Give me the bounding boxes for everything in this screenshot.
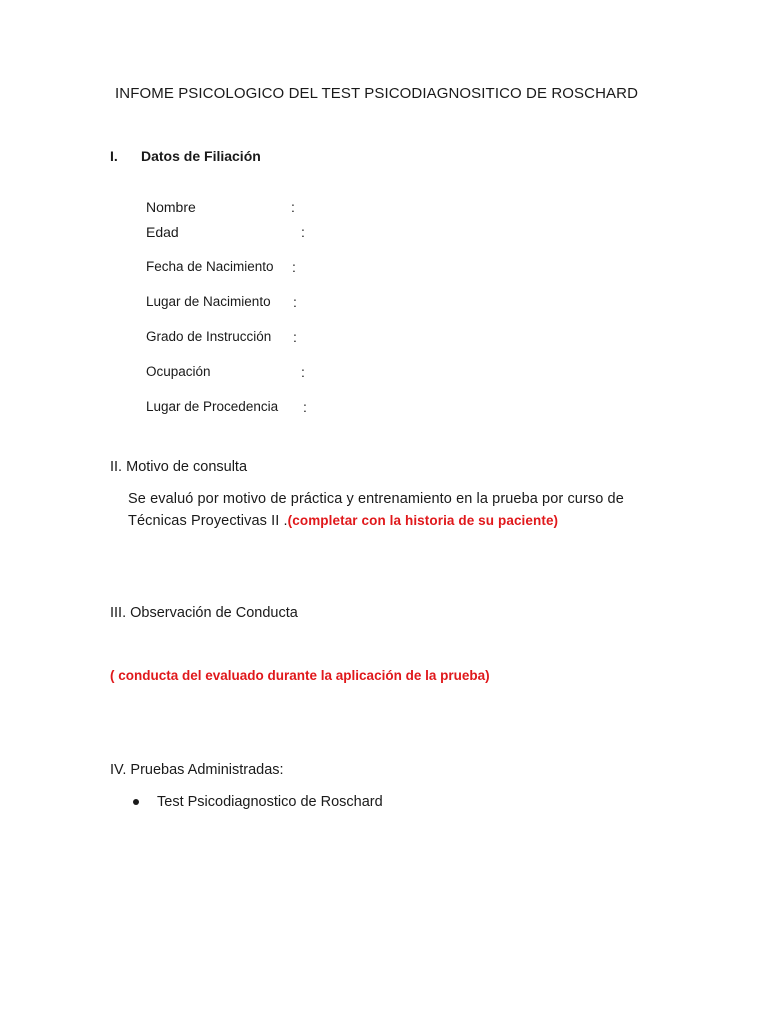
section-2-line-2-text: Técnicas Proyectivas II . (128, 513, 288, 529)
field-label-nombre: Nombre (146, 199, 196, 215)
field-label-lugar-nacimiento: Lugar de Nacimiento (146, 294, 271, 309)
section-3-heading: III. Observación de Conducta (110, 605, 298, 621)
field-colon-ocupacion: : (301, 364, 305, 380)
field-colon-edad: : (301, 224, 305, 240)
section-2-red-note: (completar con la historia de su paciente) (287, 513, 559, 528)
field-label-lugar-procedencia: Lugar de Procedencia (146, 399, 279, 414)
section-3-red-note: ( conducta del evaluado durante la aplicación de la prueba) (110, 668, 490, 683)
field-colon-grado-instruccion: : (293, 329, 297, 345)
section-4-heading: IV. Pruebas Administradas: (110, 762, 284, 778)
field-colon-fecha-nacimiento: : (292, 259, 296, 275)
section-1-title: Datos de Filiación (141, 148, 261, 164)
section-2-line-2 (128, 510, 558, 532)
section-1-number: I. (110, 148, 118, 164)
field-label-ocupacion: Ocupación (146, 364, 211, 379)
field-label-edad: Edad (146, 224, 179, 240)
field-colon-nombre: : (291, 199, 295, 215)
bullet-icon (133, 799, 139, 805)
tests-list-item: Test Psicodiagnostico de Roschard (157, 794, 383, 810)
document-title: INFOME PSICOLOGICO DEL TEST PSICODIAGNOSITICO DE ROSCHARD (115, 85, 639, 102)
field-label-fecha-nacimiento: Fecha de Nacimiento (146, 259, 274, 274)
section-2-line-1: Se evaluó por motivo de práctica y entrenamiento en la prueba por curso de (128, 491, 624, 507)
field-label-grado-instruccion: Grado de Instrucción (146, 329, 272, 344)
section-2-heading: II. Motivo de consulta (110, 459, 248, 475)
field-colon-lugar-procedencia: : (303, 399, 307, 415)
field-colon-lugar-nacimiento: : (293, 294, 297, 310)
